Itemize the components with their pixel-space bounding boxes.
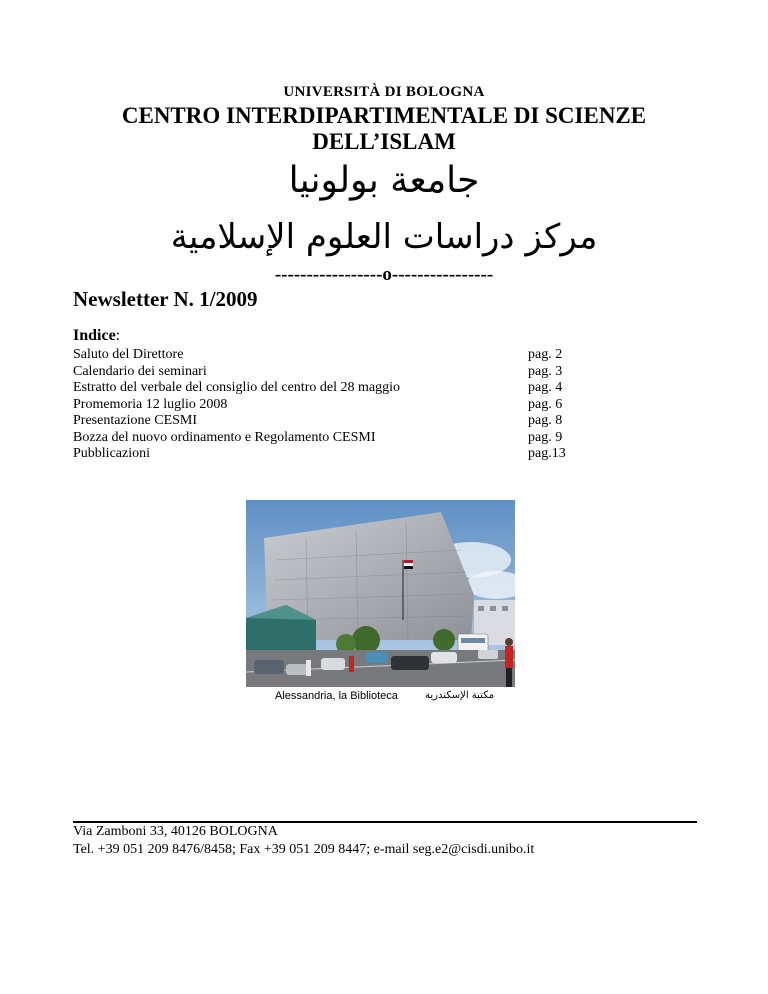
university-name: UNIVERSITÀ DI BOLOGNA bbox=[283, 84, 485, 100]
toc-title: Pubblicazioni bbox=[73, 446, 150, 461]
toc-title: Saluto del Direttore bbox=[73, 347, 184, 362]
toc-page: pag. 8 bbox=[528, 413, 563, 428]
toc-page: pag. 4 bbox=[528, 380, 563, 395]
toc-page: pag.13 bbox=[528, 446, 566, 461]
toc-row bbox=[73, 364, 603, 381]
photo-caption-arabic: مكتبة الإسكندرية bbox=[425, 690, 495, 701]
toc-title: Presentazione CESMI bbox=[73, 413, 198, 428]
toc-page: pag. 2 bbox=[528, 347, 563, 362]
toc-row bbox=[73, 380, 603, 397]
index-colon: : bbox=[115, 327, 121, 344]
toc-page: pag. 6 bbox=[528, 396, 563, 412]
arabic-university-name: جامعة بولونيا bbox=[288, 160, 480, 201]
footer-contacts: Tel. +39 051 209 8476/8458; Fax +39 051 209 8447; e-mail seg.e2@cisdi.unibo.it bbox=[73, 842, 535, 857]
toc-page: pag. 9 bbox=[528, 429, 563, 445]
index-heading bbox=[73, 327, 120, 345]
footer-divider bbox=[73, 821, 697, 823]
index-label: Indice bbox=[73, 327, 116, 344]
library-photo bbox=[246, 500, 515, 687]
photo-caption: Alessandria, la Biblioteca bbox=[275, 690, 398, 702]
footer-address: Via Zamboni 33, 40126 BOLOGNA bbox=[73, 824, 278, 839]
table-of-contents bbox=[73, 347, 603, 463]
toc-row bbox=[73, 413, 603, 430]
toc-title: Promemoria 12 luglio 2008 bbox=[73, 396, 228, 412]
toc-title: Estratto del verbale del consiglio del centro del 28 maggio bbox=[73, 380, 400, 395]
center-title-line-1: CENTRO INTERDIPARTIMENTALE DI SCIENZE bbox=[121, 103, 647, 128]
center-title-line-2: DELL’ISLAM bbox=[312, 129, 456, 154]
toc-row bbox=[73, 430, 603, 447]
toc-page: pag. 3 bbox=[528, 363, 563, 379]
newsletter-title: Newsletter N. 1/2009 bbox=[73, 287, 258, 311]
toc-title: Bozza del nuovo ordinamento e Regolamento CESMI bbox=[73, 429, 376, 445]
separator-line: -----------------o---------------- bbox=[274, 264, 494, 285]
toc-row bbox=[73, 446, 603, 463]
library-illustration bbox=[246, 500, 515, 687]
toc-row bbox=[73, 397, 603, 414]
toc-row bbox=[73, 347, 603, 364]
arabic-center-name: مركز دراسات العلوم الإسلامية bbox=[170, 217, 598, 257]
toc-title: Calendario dei seminari bbox=[73, 363, 207, 379]
